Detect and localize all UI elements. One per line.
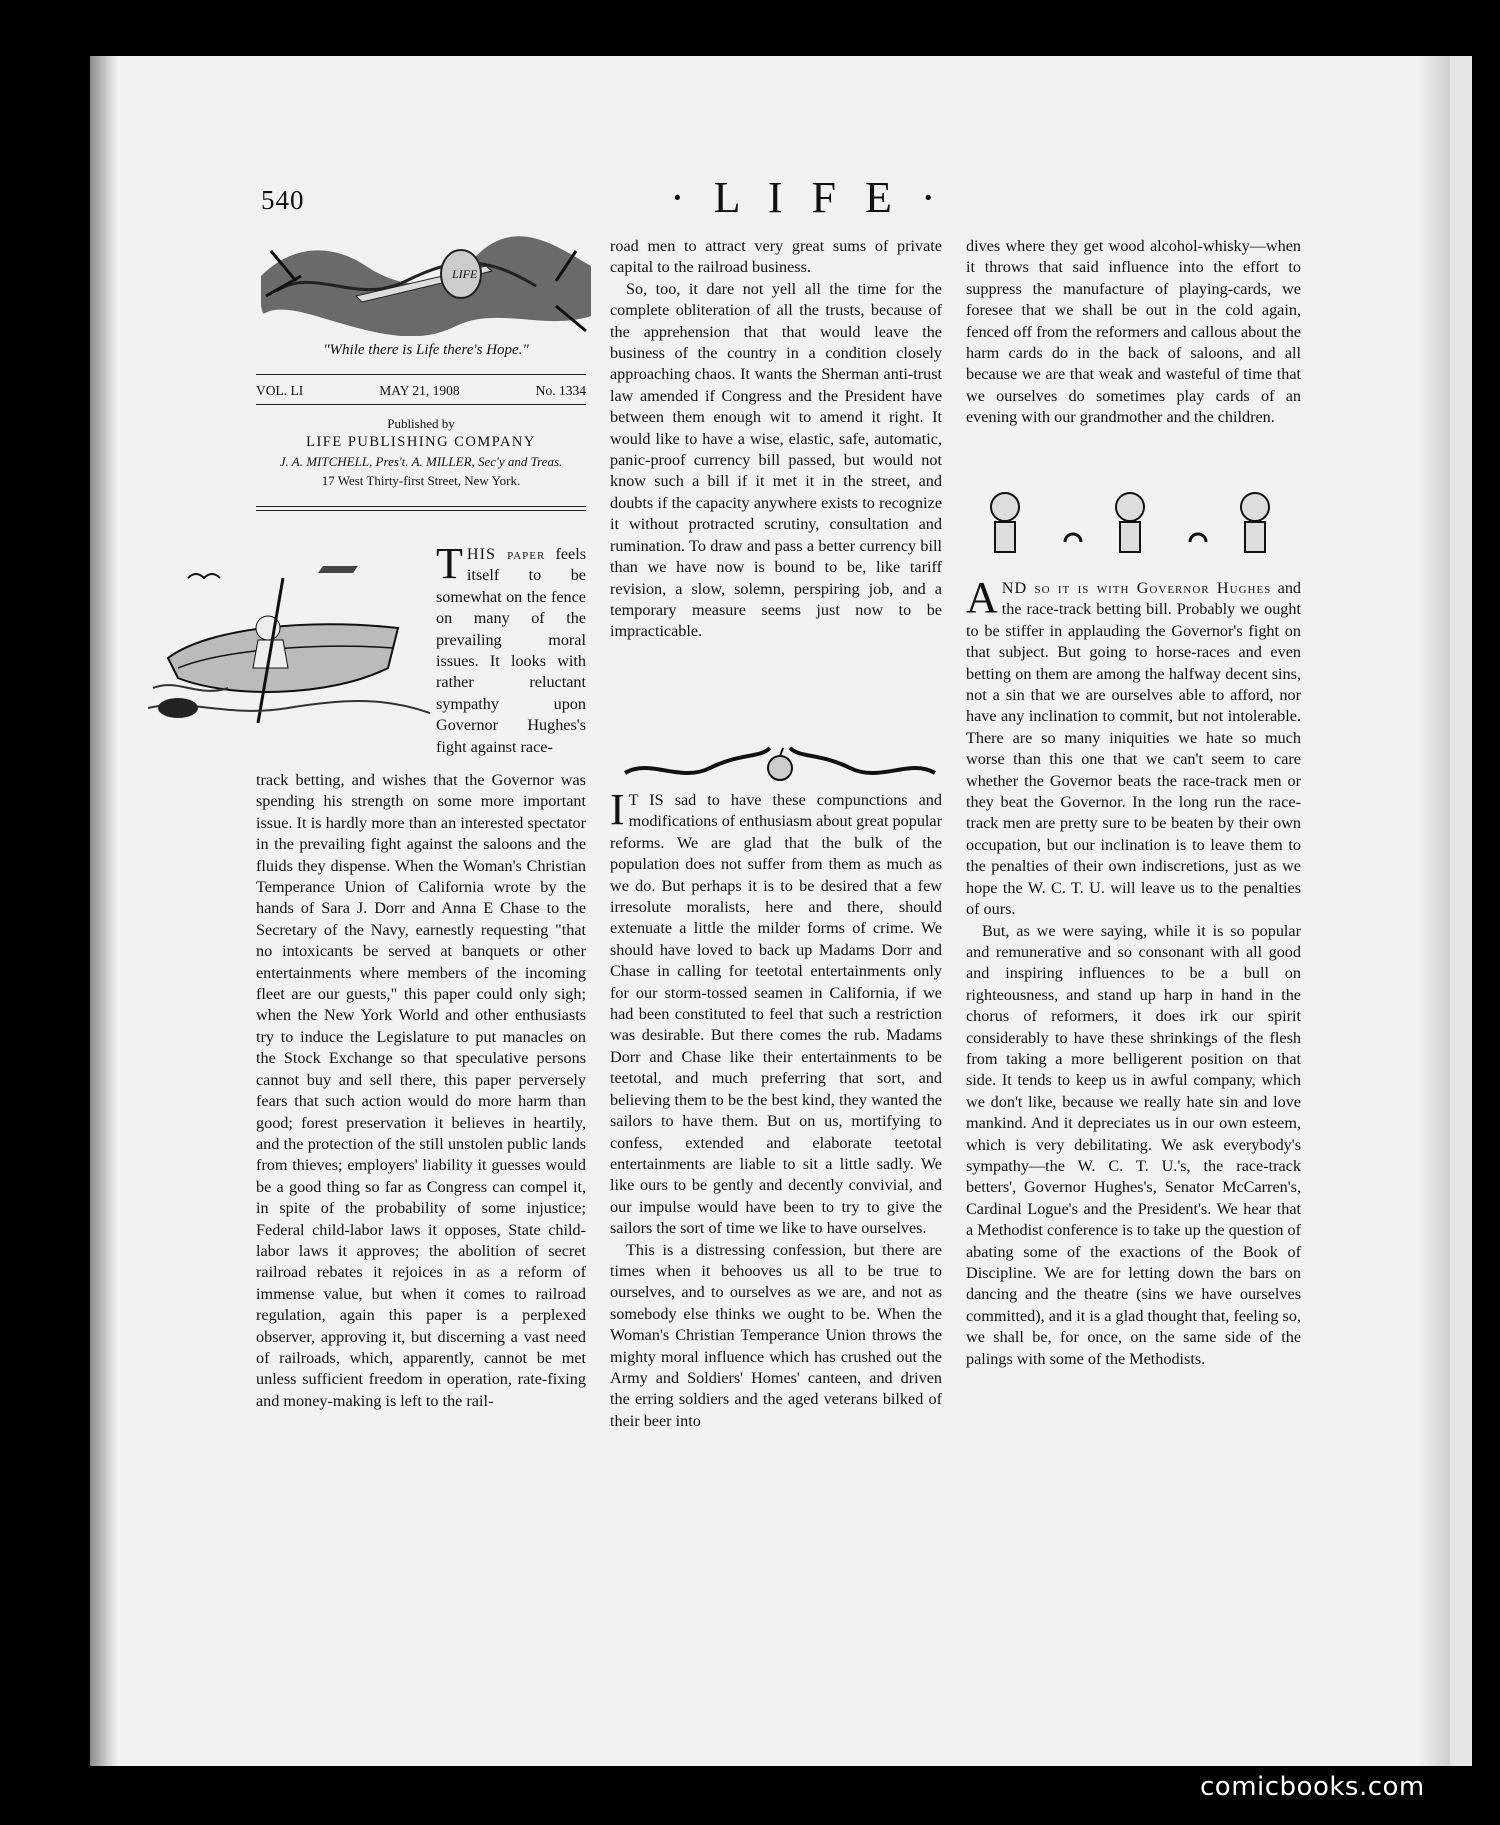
rule-top: [256, 374, 586, 375]
dropcap-i: I: [610, 785, 625, 834]
dateline: [256, 383, 586, 399]
volume-label: VOL. LI: [256, 383, 304, 398]
rule-bottom-1: [256, 506, 586, 507]
col2-para-2: So, too, it dare not yell all the time for the complete obliteration of all the trusts, because of the apprehension that that would leave the business of the country in a condition closely approaching chaos. It wants the Sherman anti-trust law amended if Congress and the President have between them enough wit to amend it right. It would like to have a wise, elastic, safe, automatic, panic-proof currency bill passed, but would not know such a bill if it met it in the street, and doubts if the capacity anywhere exists to recognize it without protracted scrutiny, consultation and rumination. To draw and pass a better currency bill than we have now is bound to be, like tariff revision, a slow, solemn, perspiring job, and a temporary measure seems just now to be impracticable.: [610, 279, 942, 641]
col3-para-1: dives where they get wood alcohol-whisky—when it throws that said influence into the effort to suppress the manufacture of playing-cards, we foresee that we shall be out in the cold again, fenced off from the reformers and callous about the harm cards do in the back of saloons, and all because we are that weak and wasteful of time that we ourselves do sometimes play cards of an evening with our grandmother and the children.: [966, 237, 1301, 427]
col2-para-4: This is a distressing confession, but there are times when it behooves us all to be true to ourselves, and to ourselves as we are, and not as somebody else thinks we ought to be. When the Woman's Christian Temperance Union throws the mighty moral influence which has crushed out the Army and Soldiers' Homes' canteen, and driven the erring soldiers and the aged veterans bilked of their beer into: [610, 1240, 942, 1430]
publisher-company: LIFE PUBLISHING COMPANY: [306, 434, 536, 450]
published-by: Published by: [387, 416, 455, 431]
masthead-title: · L I F E ·: [670, 173, 945, 222]
publisher-officers: J. A. MITCHELL, Pres't. A. MILLER, Sec'y and Treas.: [279, 454, 563, 469]
masthead-motto: "While there is Life there's Hope.": [323, 342, 529, 358]
col2-para-1: road men to attract very great sums of private capital to the railroad business.: [610, 237, 942, 277]
rule-middle: [256, 404, 586, 405]
col3-para-2: and the race-track betting bill. Probably we ought to be stiffer in applauding the Governor's fight on that subject. But going to horse-races and even betting on them are among the halfway decent sins, not a sin that we are ourselves able to afford, nor have any inclination to commit, but not intolerable. There are so many iniquities we hate so much worse than this one that we can't seem to care whether the Governor beats the race-track men or they beat the Governor. In the long run the race-track men are pretty sure to be beaten by their own occupation, but our inclination is to leave them to the penalties of their own indiscretions, just as we hope the W. C. T. U. will leave us to the penalties of ours.: [966, 579, 1302, 919]
rowboat-illustration: [148, 548, 430, 738]
column-3: [966, 236, 1301, 429]
column-2: [610, 236, 942, 643]
page-number: 540: [261, 185, 305, 215]
adjacent-page-edge: [1450, 56, 1472, 1766]
svg-text:LIFE: LIFE: [452, 267, 478, 281]
col2-para-3: T IS sad to have these compunctions and modifications of enthusiasm about great popular reforms. We are glad that the bulk of the population does not suffer from them as much as we do. But perhaps it is to be desired that a few irresolute moralists, here and there, should extenuate a little the milder forms of crime. We should have loved to back up Madams Dorr and Chase in calling for teetotal entertainments only for our storm-tossed seamen in California, if we had been constituted to feel that such a restriction was desirable. But there comes the rub. Madams Dorr and Chase like their entertainments to be teetotal, and much preferring that sort, and believing them to be the best kind, they wanted the sailors to have them. But on us, mortifying to confess, extended and elaborate teetotal entertainments are liable to sit a little sadly. We like ours to be gently and decently convivial, and our impulse would have been to try to give the sailors the sort of time we like to have ourselves.: [610, 791, 942, 1238]
col1-wrap-text: feels itself to be somewhat on the fence on many of the prevailing moral issues. It looks with rather reluctant sympathy upon Governor Hughes's fight against race-: [436, 545, 587, 756]
jockey-figures-ornament: [970, 482, 1290, 572]
dropcap-t: T: [436, 539, 463, 588]
col3-lead: ND so it is with Governor Hughes: [1001, 579, 1272, 597]
rule-bottom-2: [256, 510, 586, 511]
life-banner-illustration: [256, 236, 596, 336]
col1-body: track betting, and wishes that the Governor was spending his strength on some more important issue. It is hardly more than an interested spectator in the prevailing fight against the saloons and the fluids they dispense. When the Woman's Christian Temperance Union of California wrote by the hands of Sara J. Dorr and Anna E Chase to the Secretary of the Navy, earnestly requesting "that no intoxicants be served at banquets or other entertainments where members of the incoming fleet are our guests," this paper could only sigh; when the New York World and other enthusiasts try to induce the Legislature to put manacles on the Stock Exchange so that speculative persons cannot buy and sell there, this paper perversely fears that such action would do more harm than good; forest preservation it believes in heartily, and the protection of the still unstolen public lands from thieves; employers' liability it guesses would be a good thing so far as Congress can compel it, in spite of the probability of some injustice; Federal child-labor laws it opposes, State child-labor laws it approves; the abolition of secret railroad rebates it rejoices in as a reform of immense value, but when it comes to railroad regulation, again this paper is a perplexed observer, approving it, but discerning a vast need of railroads, which, apparently, cannot be met unless sufficient freedom in operation, rate-fixing and money-making is left to the rail-: [256, 771, 586, 1410]
issue-date: MAY 21, 1908: [379, 383, 460, 398]
watermark: comicbooks.com: [1200, 1772, 1425, 1802]
col1-lead-caps: HIS paper: [466, 545, 546, 563]
col1-lead-paragraph: [436, 539, 587, 758]
issue-number: No. 1334: [535, 383, 586, 398]
snakes-and-apple-ornament: [620, 738, 940, 788]
page-gutter-shadow: [90, 56, 118, 1766]
publisher-address: 17 West Thirty-first Street, New York.: [321, 473, 521, 488]
dropcap-a: A: [966, 573, 998, 622]
page-edge-shadow: [1418, 56, 1450, 1766]
col3-section-2: [966, 573, 1302, 1370]
publisher-block: [256, 414, 586, 490]
col3-para-3: But, as we were saying, while it is so popular and remunerative and so consonant with all good and inspiring influences to be a bull on righteousness, and stand up harp in hand in the chorus of reformers, it does irk our spirit considerably to have these shrinkings of the flesh from taking a more belligerent position on that side. It tends to keep us in awful company, which we don't like, because we really hate sin and love mankind. And it depreciates us in our own esteem, which is very debilitating. We ask everybody's sympathy—the W. C. T. U.'s, the race-track betters', Governor Hughes's, Senator McCarren's, Cardinal Logue's and the President's. We hear that a Methodist conference is to take up the question of abating some of the exactions of the Book of Discipline. We are for letting down the bars on dancing and the theatre (sins we have ourselves committed), and it is a glad thought that, feeling so, we shall be, for once, on the same side of the palings with some of the Methodists.: [966, 921, 1301, 1368]
col2-section-2: [610, 785, 942, 1432]
